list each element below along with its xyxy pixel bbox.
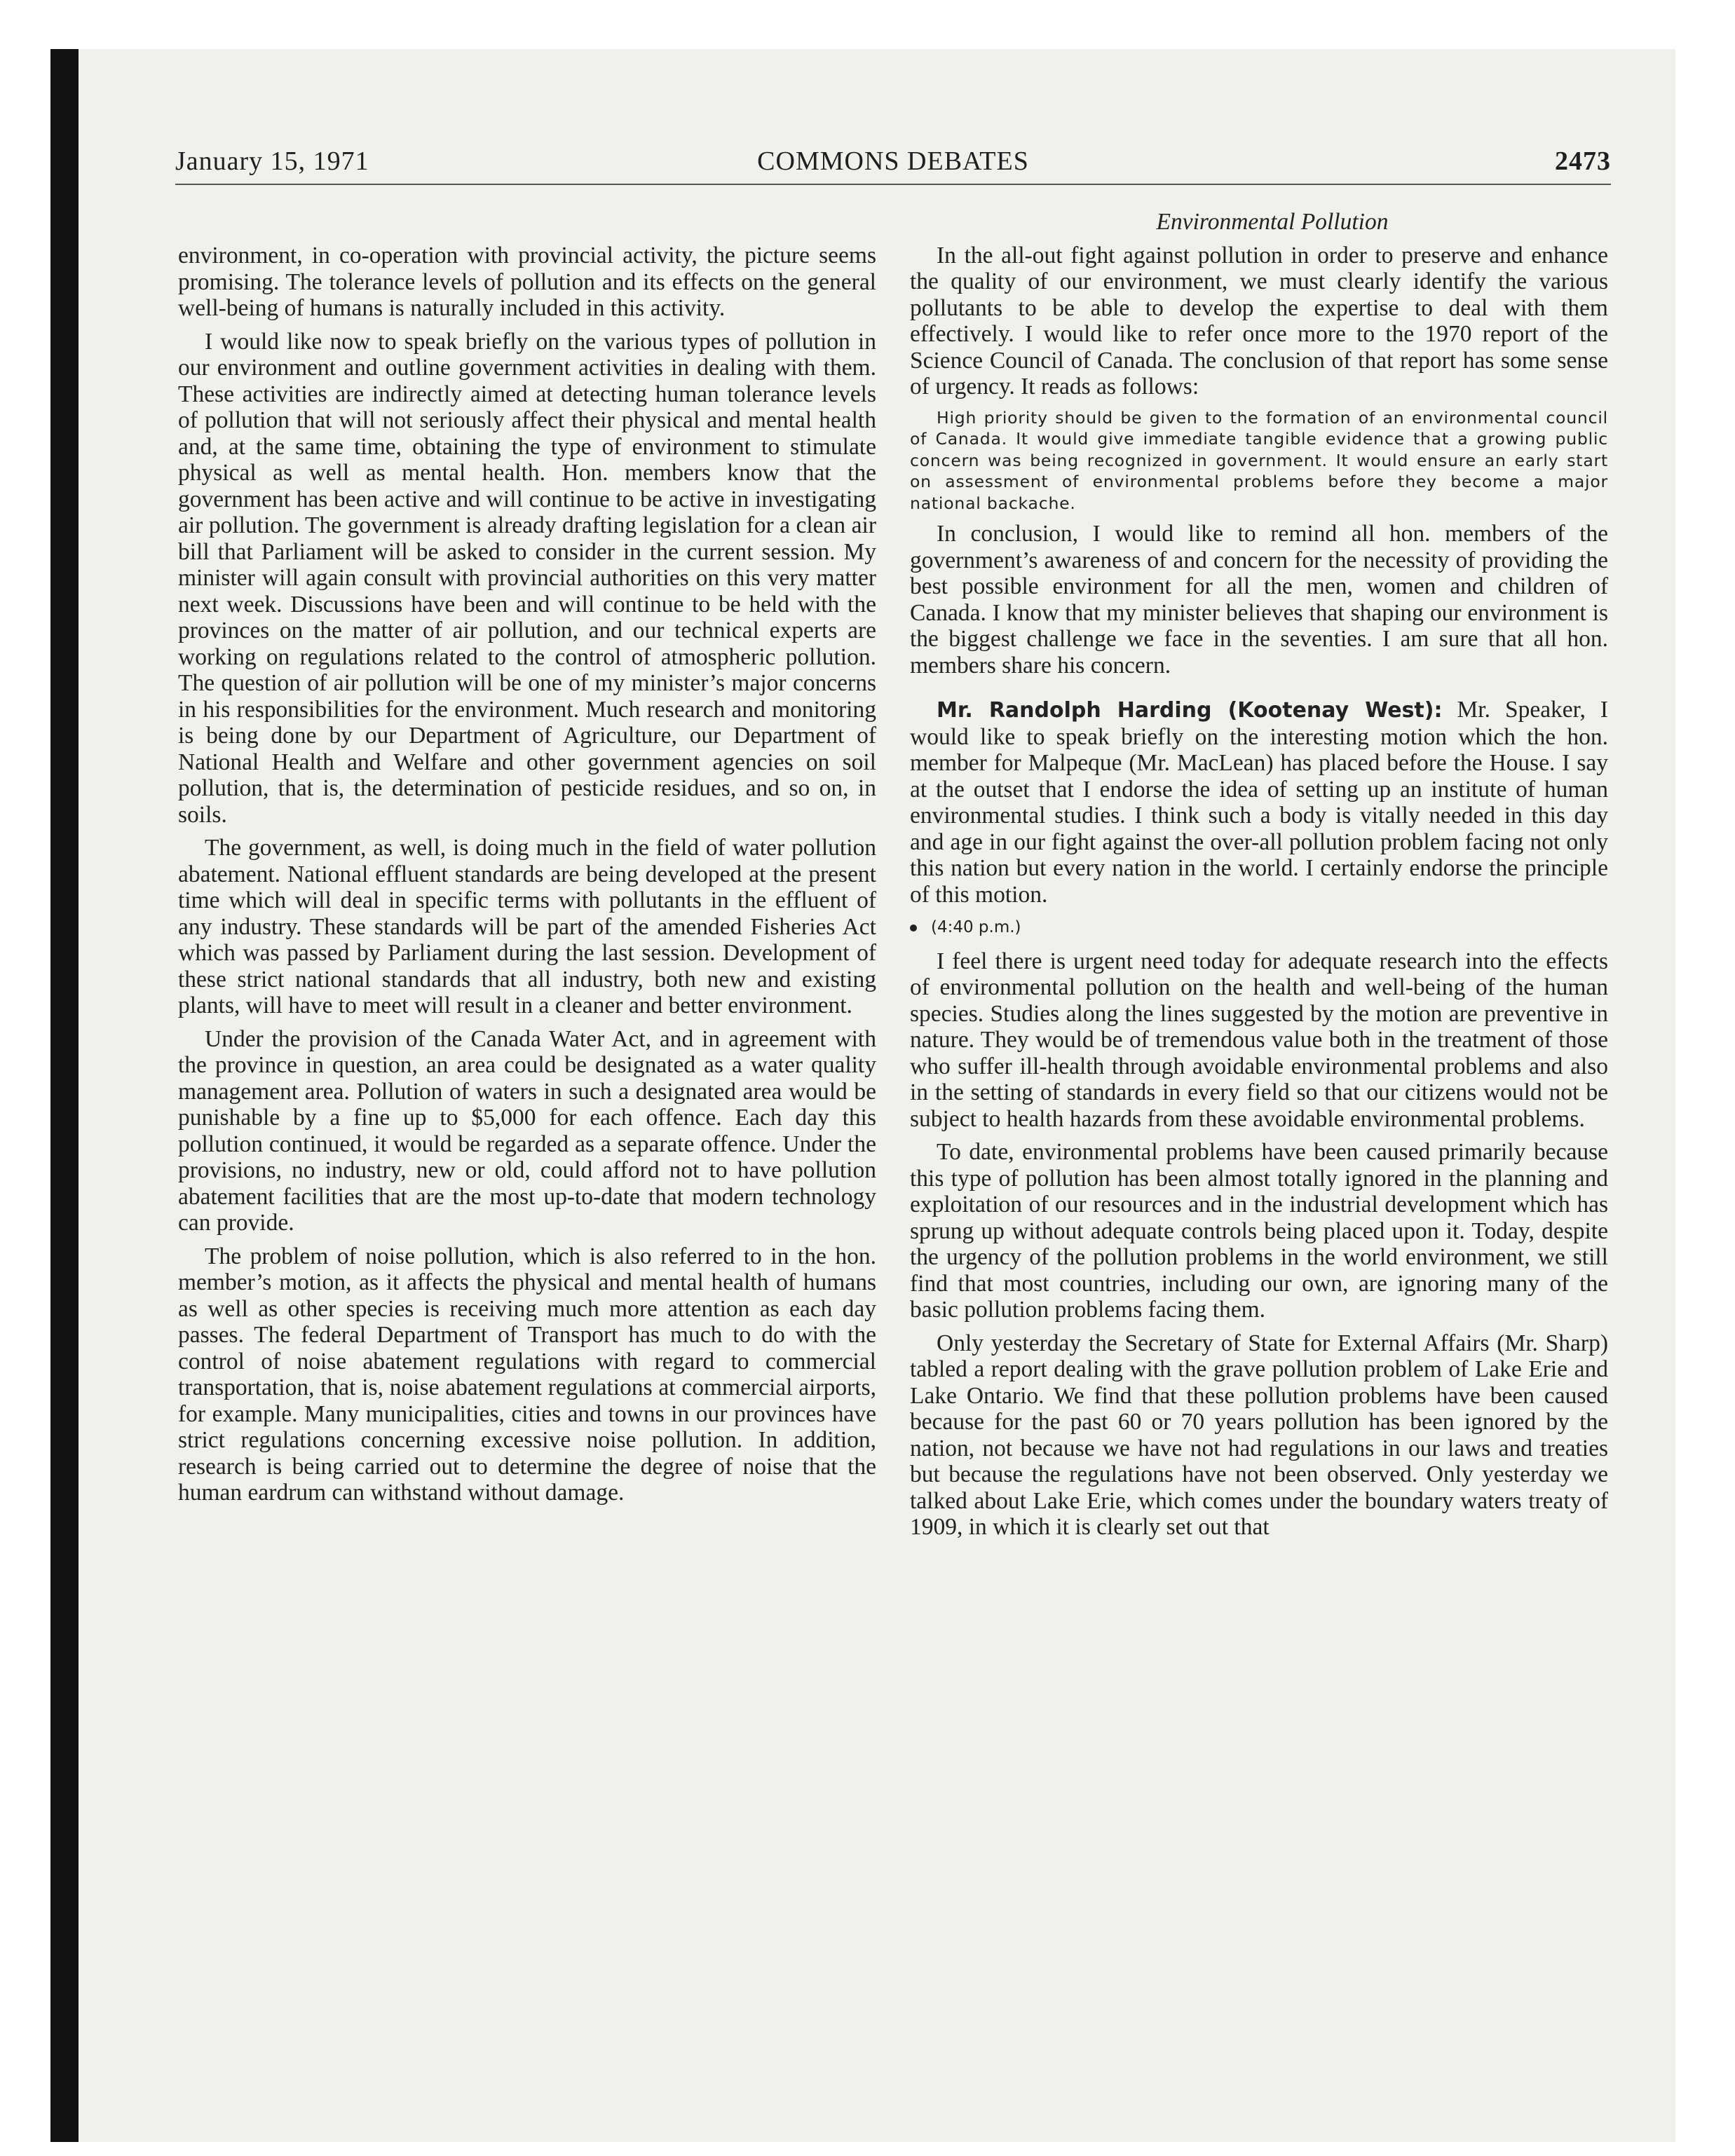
bullet-icon: [910, 925, 917, 932]
scan-edge: [50, 49, 79, 2142]
paragraph: To date, environmental problems have been caused primarily because this type of pollution has been almost totally ignored in the planning and exploitation of our resources and in the industrial development which has sprung up without adequate controls being placed upon it. Today, despite the urgency of the pollution problems in the world environment, we still find that most countries, including our own, are ignoring many of the basic pollution problems facing them.: [910, 1139, 1608, 1323]
paragraph: In conclusion, I would like to remind all hon. members of the government’s awareness of and concern for the necessity of providing the best possible environment for all the men, women and children of Canada. I know that my minister believes that shaping our environment is the biggest challenge we face in the seventies. I am sure that all hon. members share his concern.: [910, 521, 1608, 678]
right-column: [910, 209, 1608, 1548]
header-title: COMMONS DEBATES: [757, 146, 1029, 176]
section-title: Environmental Pollution: [1156, 209, 1389, 235]
paragraph: environment, in co-operation with provincial activity, the picture seems promising. The tolerance levels of pollution and its effects on the general well-being of humans is naturally included in this activity.: [178, 243, 876, 321]
paragraph: Under the provision of the Canada Water Act, and in agreement with the province in question, an area could be designated as a water quality management area. Pollution of waters in such a designated area would be punishable by a fine up to $5,000 for each offence. Each day this pollution continued, it would be regarded as a separate offence. Under the provisions, no industry, new or old, could afford not to have pollution abatement facilities that are the most up-to-date that modern technology can provide.: [178, 1025, 876, 1236]
speaker-paragraph: [910, 697, 1608, 908]
time-marker-text: (4:40 p.m.): [931, 918, 1021, 936]
paragraph: In the all-out fight against pollution in order to preserve and enhance the quality of our environment, we must clearly identify the various pollutants to be able to develop the expertise to deal with them effectively. I would like to refer once more to the 1970 report of the Science Council of Canada. The conclusion of that report has some sense of urgency. It reads as follows:: [910, 242, 1608, 400]
header-page-number: 2473: [1555, 146, 1611, 176]
paragraph: Only yesterday the Secretary of State for External Affairs (Mr. Sharp) tabled a report dealing with the grave pollution problem of Lake Erie and Lake Ontario. We find that these pollution problems have been caused because for the past 60 or 70 years pollution has been ignored by the nation, not because we have not had regulations in our laws and treaties but because the regulations have not been observed. Only yesterday we talked about Lake Erie, which comes under the boundary waters treaty of 1909, in which it is clearly set out that: [910, 1330, 1608, 1540]
speaker-text: Mr. Speaker, I would like to speak briefly on the interesting motion which the hon. member for Malpeque (Mr. MacLean) has placed before the House. I say at the outset that I endorse the idea of setting up an institute of human environmental studies. I think such a body is vitally needed in this day and age in our fight against the over-all pollution problem facing not only this nation but every nation in the world. I certainly endorse the principle of this motion.: [910, 697, 1609, 908]
page-header: [175, 146, 1611, 185]
time-marker: [910, 915, 1608, 941]
paragraph: The government, as well, is doing much in the field of water pollution abatement. National effluent standards are being developed at the present time which will deal in specific terms with pollutants in the effluent of any industry. These standards will be part of the amended Fisheries Act which was passed by Parliament during the last session. Development of these strict national standards that all industry, both new and existing plants, will have to meet will result in a cleaner and better environment.: [178, 835, 876, 1018]
paragraph: I feel there is urgent need today for adequate research into the effects of environmental pollution on the health and well-being of the human species. Studies along the lines suggested by the motion are preventive in nature. They would be of tremendous value both in the treatment of those who suffer ill-health through avoidable environmental problems and also in the setting of standards in every field so that our citizens would not be subject to health hazards from these avoidable environmental problems.: [910, 948, 1608, 1132]
speaker-name: Mr. Randolph Harding (Kootenay West):: [937, 698, 1443, 723]
left-column: [178, 243, 876, 1513]
block-quote: High priority should be given to the formation of an environmental council of Canada. It would give immediate tangible evidence that a growing public concern was being recognized in government. It would ensure an early start on assessment of environmental problems before they become a major national backache.: [910, 407, 1608, 513]
header-date: January 15, 1971: [175, 146, 369, 176]
paragraph: The problem of noise pollution, which is also referred to in the hon. member’s motion, as it affects the physical and mental health of humans as well as other species is receiving much more attention as each day passes. The federal Department of Transport has much to do with the control of noise abatement regulations with regard to commercial transportation, that is, noise abatement regulations at commercial airports, for example. Many municipalities, cities and towns in our provinces have strict regulations concerning excessive noise pollution. In addition, research is being carried out to determine the degree of noise that the human eardrum can withstand without damage.: [178, 1243, 876, 1506]
paragraph: I would like now to speak briefly on the various types of pollution in our environment and outline government activities in dealing with them. These activities are indirectly aimed at detecting human tolerance levels of pollution that will not seriously affect their physical and mental health and, at the same time, obtaining the type of environment to stimulate physical as well as mental health. Hon. members know that the government has been active and will continue to be active in investigating air pollution. The government is already drafting legislation for a clean air bill that Parliament will be asked to consider in the current session. My minister will again consult with provincial authorities on this very matter next week. Discussions have been and will continue to be held with the provinces on the matter of air pollution, and our technical experts are working on regulations related to the control of atmospheric pollution. The question of air pollution will be one of my minister’s major concerns in his responsibilities for the environment. Much research and monitoring is being done by our Department of Agriculture, our Department of National Health and Welfare and other government agencies on soil pollution, that is, the determination of pesticide residues, and so on, in soils.: [178, 328, 876, 828]
